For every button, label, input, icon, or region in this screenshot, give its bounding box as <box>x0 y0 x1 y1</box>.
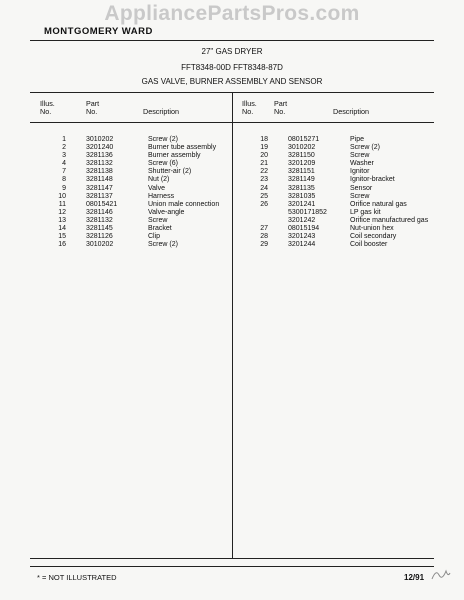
table-row <box>40 209 248 217</box>
description: Pipe <box>350 136 365 143</box>
section-title: GAS VALVE, BURNER ASSEMBLY AND SENSOR <box>141 77 323 86</box>
illus-no: 29 <box>260 241 268 249</box>
header-part: Part <box>274 99 288 108</box>
illus-no <box>242 209 268 217</box>
illus-no: 3 <box>62 152 66 160</box>
description: Orifice manufactured gas <box>350 216 429 224</box>
illus-no: 8 <box>62 176 66 184</box>
revision-date: 12/91 <box>404 573 425 582</box>
illus-no: 20 <box>260 152 268 160</box>
table-row <box>242 168 460 176</box>
watermark: AppliancePartsPros.com <box>104 2 360 25</box>
part-no: 3281145 <box>86 225 113 233</box>
illus-no: 18 <box>260 136 268 143</box>
header-description: Description <box>333 107 369 116</box>
part-no: 3281035 <box>288 192 316 200</box>
illus-no: 16 <box>58 241 66 249</box>
illus-no: 10 <box>58 192 66 200</box>
table-row <box>40 217 248 225</box>
header-part-no: No. <box>86 107 98 116</box>
table-row <box>40 144 248 152</box>
description: Clip <box>148 233 161 241</box>
illus-no: 15 <box>58 233 66 241</box>
right-header-description <box>333 108 369 116</box>
illus-no <box>242 217 268 225</box>
part-no: 3281147 <box>86 184 113 192</box>
illus-no: 25 <box>260 192 268 200</box>
table-row <box>40 152 248 160</box>
table-row <box>242 144 460 152</box>
description: Screw (2) <box>148 136 178 143</box>
description: Ignitor <box>350 168 370 176</box>
illus-no: 26 <box>260 200 268 208</box>
part-no: 3281146 <box>86 208 113 216</box>
bottom-rule <box>30 566 434 567</box>
description: Shutter-air (2) <box>148 168 192 176</box>
part-no: 3010202 <box>86 136 114 143</box>
description: Screw (6) <box>148 160 178 168</box>
illus-no: 21 <box>260 160 268 168</box>
part-no: 3201241 <box>288 200 316 208</box>
table-row <box>242 241 460 249</box>
illus-no: 27 <box>260 225 268 233</box>
description: Nut (2) <box>148 176 170 184</box>
pen-scribble-icon <box>430 565 452 583</box>
part-no: 3201242 <box>288 216 316 224</box>
part-no: 08015421 <box>86 200 118 208</box>
table-row <box>242 136 460 144</box>
table-row <box>40 185 248 193</box>
top-rule <box>30 40 434 41</box>
table-row <box>242 160 460 168</box>
description: Union male connection <box>148 200 220 208</box>
table-row <box>40 160 248 168</box>
header-part: Part <box>86 99 100 108</box>
description: LP gas kit <box>350 208 381 216</box>
right-parts-list <box>242 136 460 249</box>
left-header-part <box>86 100 99 116</box>
description: Orifice natural gas <box>350 200 407 208</box>
description: Screw (2) <box>148 241 178 249</box>
illus-no: 19 <box>260 144 268 152</box>
part-no: 3201240 <box>86 144 114 152</box>
illus-no: 22 <box>260 168 268 176</box>
illus-no: 7 <box>62 168 66 176</box>
illus-no: 24 <box>260 184 268 192</box>
table-row <box>242 217 460 225</box>
table-row <box>242 209 460 217</box>
table-row <box>242 152 460 160</box>
left-parts-list <box>40 136 248 249</box>
description: Coil secondary <box>350 233 397 241</box>
illus-no: 4 <box>62 160 66 168</box>
part-no: 3281126 <box>86 233 113 241</box>
table-row <box>242 225 460 233</box>
table-row <box>40 201 248 209</box>
part-no: 3281138 <box>86 168 113 176</box>
description: Sensor <box>350 184 373 192</box>
table-row <box>242 185 460 193</box>
part-no: 3281148 <box>86 176 113 184</box>
illus-no: 23 <box>260 176 268 184</box>
header-description: Description <box>143 107 179 116</box>
part-no: 3201209 <box>288 160 316 168</box>
description: Screw <box>148 216 168 224</box>
left-header-illus <box>40 100 55 116</box>
description: Coil booster <box>350 241 388 249</box>
description: Valve <box>148 184 165 192</box>
header-no: No. <box>242 107 254 116</box>
illus-no: 1 <box>62 136 66 143</box>
illus-no: 2 <box>62 144 66 152</box>
left-header-description <box>143 108 179 116</box>
part-no: 08015271 <box>288 136 320 143</box>
description: Valve-angle <box>148 208 185 216</box>
part-no: 3010202 <box>86 241 114 249</box>
description: Screw <box>350 192 370 200</box>
table-row <box>242 193 460 201</box>
part-no: 3281137 <box>86 192 113 200</box>
page-title: 27" GAS DRYER <box>201 47 263 56</box>
illus-no: 9 <box>62 184 66 192</box>
right-header-illus <box>242 100 257 116</box>
pen-mark <box>430 565 452 586</box>
part-no: 3281149 <box>288 176 315 184</box>
illus-no: 13 <box>58 216 66 224</box>
description: Ignitor-bracket <box>350 176 395 184</box>
part-no: 3281135 <box>288 184 315 192</box>
part-no: 3281132 <box>86 160 113 168</box>
description: Bracket <box>148 225 172 233</box>
part-no: 3281150 <box>288 152 315 160</box>
part-no: 3201243 <box>288 233 316 241</box>
part-no: 3281151 <box>288 168 315 176</box>
table-bottom-rule <box>30 558 434 559</box>
part-no: 3010202 <box>288 144 316 152</box>
table-row <box>40 136 248 144</box>
description: Burner tube assembly <box>148 144 217 152</box>
illus-no: 28 <box>260 233 268 241</box>
table-row <box>40 176 248 184</box>
description: Screw (2) <box>350 144 380 152</box>
table-row <box>242 201 460 209</box>
table-row <box>242 176 460 184</box>
illus-no: 14 <box>58 225 66 233</box>
description: Burner assembly <box>148 152 201 160</box>
footnote: * = NOT ILLUSTRATED <box>37 573 117 582</box>
part-no: 3201244 <box>288 241 316 249</box>
description: Washer <box>350 160 374 168</box>
right-header-part <box>274 100 287 116</box>
table-row <box>40 233 248 241</box>
illus-no: 11 <box>58 200 66 208</box>
part-no: 5300171852 <box>288 208 327 216</box>
model-numbers: FFT8348-00D FFT8348-87D <box>181 63 283 72</box>
header-no: No. <box>40 107 52 116</box>
part-no: 3281132 <box>86 216 113 224</box>
part-no: 3281136 <box>86 152 113 160</box>
table-row <box>40 193 248 201</box>
part-no: 08015194 <box>288 225 320 233</box>
table-row <box>40 168 248 176</box>
brand-name: MONTGOMERY WARD <box>44 26 153 37</box>
table-row <box>242 233 460 241</box>
description: Screw <box>350 152 370 160</box>
description: Nut-union hex <box>350 225 394 233</box>
description: Harness <box>148 192 175 200</box>
table-row <box>40 225 248 233</box>
header-illus: Illus. <box>242 99 257 108</box>
illus-no: 12 <box>58 208 66 216</box>
table-row <box>40 241 248 249</box>
header-part-no: No. <box>274 107 286 116</box>
header-illus: Illus. <box>40 99 55 108</box>
